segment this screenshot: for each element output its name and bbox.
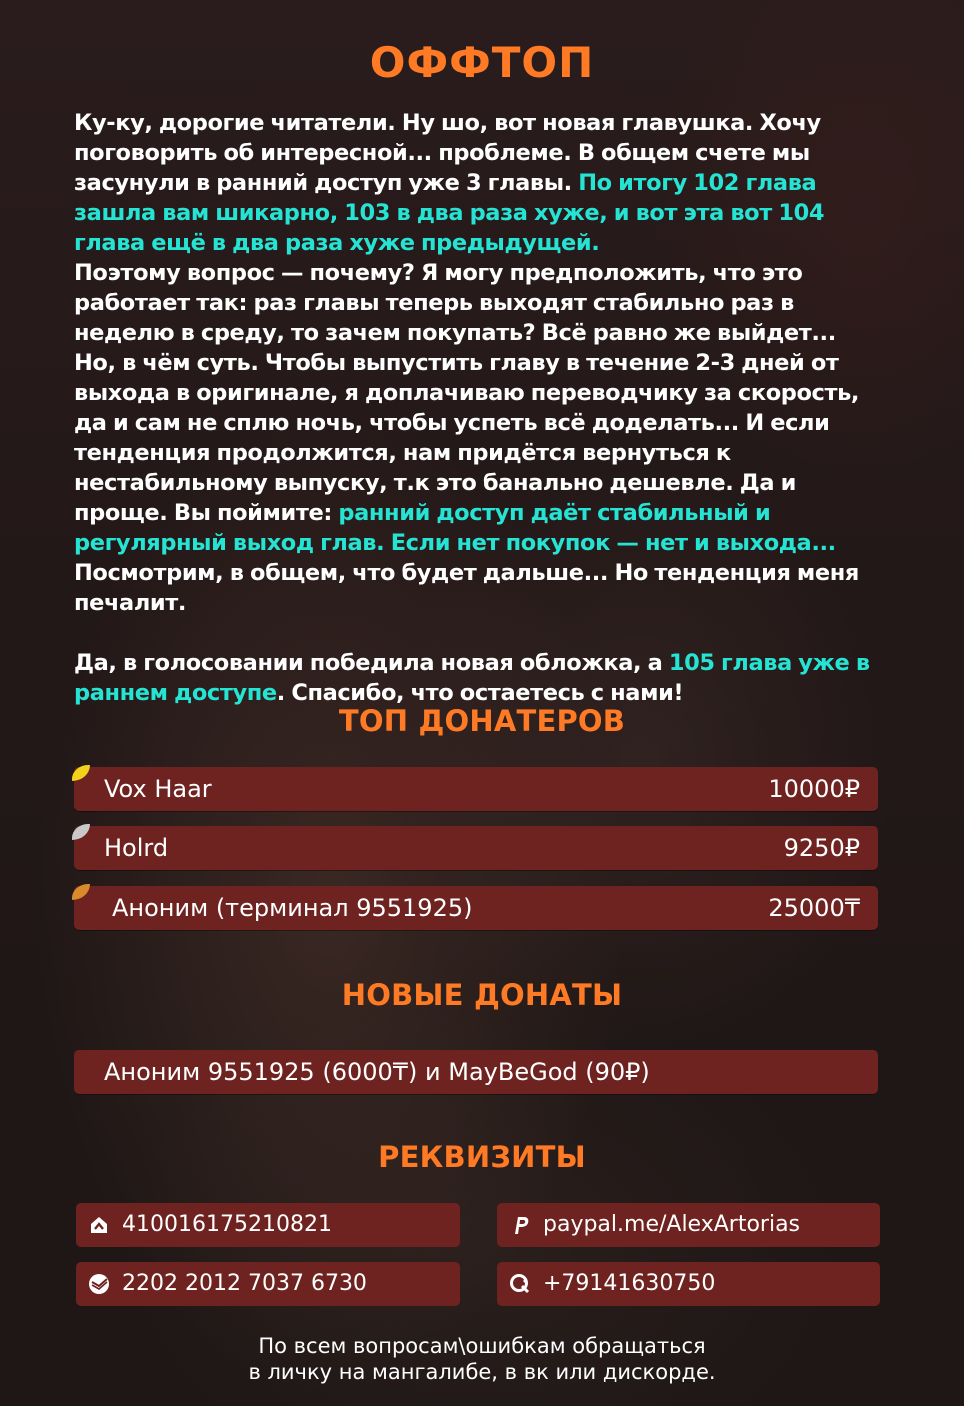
- sberbank-icon: [88, 1273, 110, 1295]
- yoomoney-icon: [88, 1214, 110, 1236]
- donor-amount: 25000₸: [768, 894, 860, 922]
- top-donors-title: ТОП ДОНАТЕРОВ: [338, 704, 626, 738]
- sberbank-card: 2202 2012 7037 6730: [122, 1271, 367, 1296]
- article-highlight: ранний доступ даёт стабильный и регулярный выход глав. Если нет покупок — нет и выхода...: [74, 500, 836, 556]
- new-donations-text: Аноним 9551925 (6000₸) и MayBeGod (90₽): [104, 1058, 650, 1086]
- paypal-icon: [509, 1214, 531, 1236]
- article-text: Но, в чём суть. Чтобы выпустить главу в течение 2-3 дней от выхода в оригинале, я доплачиваю переводчику за скорость, да и сам не сплю ночь, чтобы успеть всё доделать... И если тенденция продолжится, нам придётся вернуться к нестабильному выпуску, т.к это банально дешевле. Да и проще. Вы поймите:: [74, 350, 860, 526]
- requisite-sberbank[interactable]: [76, 1262, 460, 1306]
- donor-amount: 10000₽: [768, 775, 860, 803]
- qiwi-icon: [509, 1273, 531, 1295]
- article-text: . Спасибо, что остаетесь с нами!: [276, 680, 684, 706]
- footer-note: [0, 1333, 964, 1385]
- offtopic-article: [74, 108, 894, 708]
- article-highlight: 105 глава уже в раннем доступе: [74, 650, 870, 706]
- donor-name: Аноним (терминал 9551925): [112, 894, 473, 922]
- bronze-medal-icon: [72, 884, 90, 900]
- page-title: ОФФТОП: [369, 38, 595, 87]
- donor-amount: 9250₽: [783, 834, 860, 862]
- footer-line-2: в личку на мангалибе, в вк или дискорде.: [248, 1360, 716, 1384]
- article-text: Посмотрим, в общем, что будет дальше... Но тенденция меня печалит.: [74, 560, 859, 616]
- gold-medal-icon: [72, 765, 90, 781]
- new-donations-title: НОВЫЕ ДОНАТЫ: [341, 978, 623, 1012]
- donor-row-1: [74, 767, 878, 811]
- article-paragraph-3: [74, 348, 894, 618]
- requisites-title: РЕКВИЗИТЫ: [378, 1140, 586, 1174]
- article-paragraph-1: [74, 108, 894, 258]
- qiwi-number: +79141630750: [543, 1271, 716, 1296]
- donor-row-2: [74, 826, 878, 870]
- yoomoney-wallet: 410016175210821: [122, 1212, 332, 1237]
- article-paragraph-2: Поэтому вопрос — почему? Я могу предположить, что это работает так: раз главы теперь выходят стабильно раз в неделю в среду, то зачем покупать? Всё равно же выйдет...: [74, 260, 836, 346]
- donor-name: Holrd: [104, 834, 169, 862]
- paragraph-gap: [74, 618, 894, 648]
- new-donations-row: [74, 1050, 878, 1094]
- article-highlight: По итогу 102 глава зашла вам шикарно, 103 в два раза хуже, и вот эта вот 104 глава ещё в два раза хуже предыдущей.: [74, 170, 825, 256]
- donor-name: Vox Haar: [104, 775, 212, 803]
- donor-row-3: [74, 886, 878, 930]
- article-text: Ку-ку, дорогие читатели. Ну шо, вот новая главушка. Хочу поговорить об интересной... проблеме. В общем счете мы засунули в ранний доступ уже 3 главы.: [74, 110, 821, 196]
- article-paragraph-4: [74, 648, 894, 708]
- paypal-link: paypal.me/AlexArtorias: [543, 1212, 801, 1237]
- requisite-yoomoney[interactable]: [76, 1203, 460, 1247]
- footer-line-1: По всем вопросам\ошибкам обращаться: [258, 1334, 706, 1358]
- requisite-qiwi[interactable]: [497, 1262, 880, 1306]
- article-text: Да, в голосовании победила новая обложка, а: [74, 650, 669, 676]
- requisite-paypal[interactable]: [497, 1203, 880, 1247]
- silver-medal-icon: [72, 824, 90, 840]
